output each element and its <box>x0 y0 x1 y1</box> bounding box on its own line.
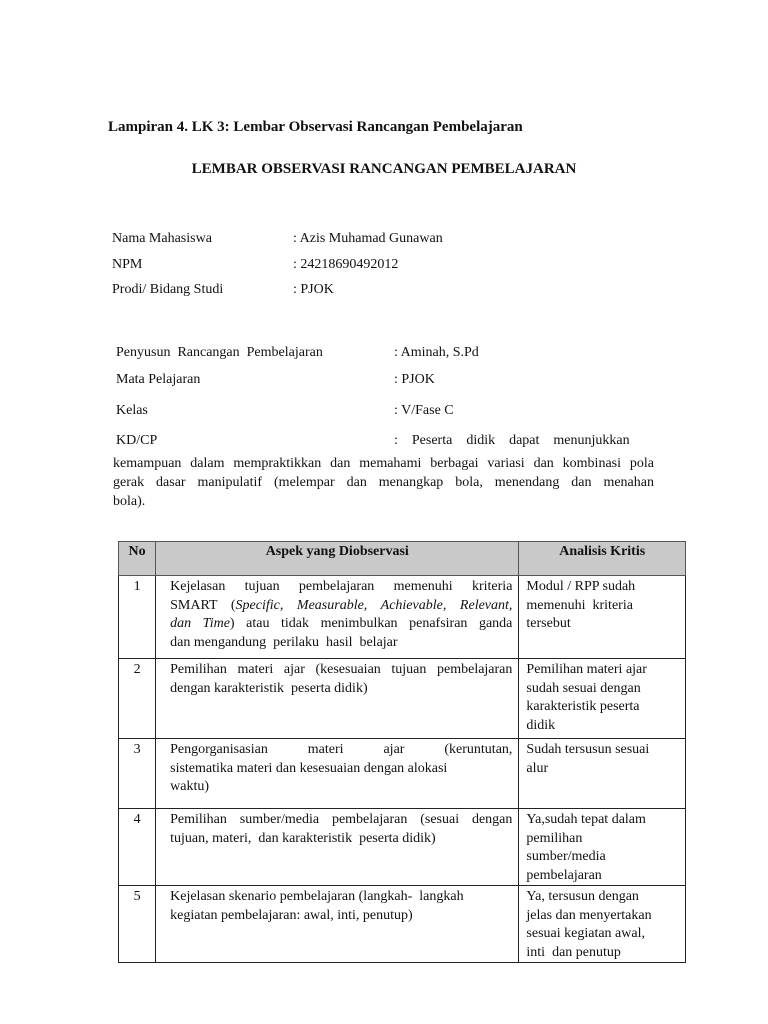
table-row <box>119 886 686 963</box>
mapel-value: : PJOK <box>394 372 435 387</box>
row-number: 5 <box>119 886 156 963</box>
aspek-cell: Kejelasan skenario pembelajaran (langkah- langkah kegiatan pembelajaran: awal, inti, penutup) <box>156 886 519 963</box>
table-row <box>119 739 686 809</box>
table-row <box>119 659 686 739</box>
kd-line: kemampuan dalam mempraktikkan dan memahami berbagai variasi dan kombinasi pola <box>113 456 654 471</box>
aspek-cell: Pengorganisasian materi ajar (keruntutan, sistematika materi dan kesesuaian dengan alokasi waktu) <box>156 739 519 809</box>
analisis-cell: Ya, tersusun dengan jelas dan menyertakan sesuai kegiatan awal, inti dan penutup <box>519 886 686 963</box>
kd-line: gerak dasar manipulatif (melempar dan menangkap bola, menendang dan menahan <box>113 475 654 490</box>
prodi-value: : PJOK <box>293 282 334 297</box>
kd-value-first-line: : Peserta didik dapat menunjukkan <box>394 433 630 448</box>
header-no: No <box>119 542 156 576</box>
nama-label: Nama Mahasiswa <box>112 231 212 246</box>
kelas-label: Kelas <box>116 403 148 418</box>
npm-label: NPM <box>112 257 143 272</box>
npm-value: : 24218690492012 <box>293 257 399 272</box>
header-aspek: Aspek yang Diobservasi <box>156 542 519 576</box>
mapel-label: Mata Pelajaran <box>116 372 201 387</box>
header-analisis: Analisis Kritis <box>519 542 686 576</box>
penyusun-value: : Aminah, S.Pd <box>394 345 479 360</box>
analisis-cell: Modul / RPP sudah memenuhi kriteria tersebut <box>519 576 686 659</box>
table-row <box>119 576 686 659</box>
aspek-cell: Pemilihan materi ajar (kesesuaian tujuan pembelajaran dengan karakteristik peserta didik) <box>156 659 519 739</box>
kd-line: bola). <box>113 494 146 509</box>
nama-value: : Azis Muhamad Gunawan <box>293 231 443 246</box>
row-number: 4 <box>119 809 156 886</box>
aspek-cell: Kejelasan tujuan pembelajaran memenuhi kriteria SMART (Specific, Measurable, Achievable, Relevant, dan Time) atau tidak menimbulkan penafsiran ganda dan mengandung perilaku hasil belajar <box>156 576 519 659</box>
table-header-row <box>119 542 686 576</box>
analisis-cell: Pemilihan materi ajar sudah sesuai dengan karakteristik peserta didik <box>519 659 686 739</box>
penyusun-label: Penyusun Rancangan Pembelajaran <box>116 345 323 360</box>
row-number: 2 <box>119 659 156 739</box>
analisis-cell: Ya,sudah tepat dalam pemilihan sumber/media pembelajaran <box>519 809 686 886</box>
lampiran-heading: Lampiran 4. LK 3: Lembar Observasi Rancangan Pembelajaran <box>108 119 523 135</box>
observation-table <box>118 541 686 963</box>
kd-label: KD/CP <box>116 433 158 448</box>
kd-description <box>113 454 654 511</box>
aspek-cell: Pemilihan sumber/media pembelajaran (sesuai dengan tujuan, materi, dan karakteristik peserta didik) <box>156 809 519 886</box>
prodi-label: Prodi/ Bidang Studi <box>112 282 224 297</box>
row-number: 3 <box>119 739 156 809</box>
kelas-value: : V/Fase C <box>394 403 454 418</box>
table-row <box>119 809 686 886</box>
row-number: 1 <box>119 576 156 659</box>
document-title: LEMBAR OBSERVASI RANCANGAN PEMBELAJARAN <box>191 161 577 177</box>
analisis-cell: Sudah tersusun sesuai alur <box>519 739 686 809</box>
